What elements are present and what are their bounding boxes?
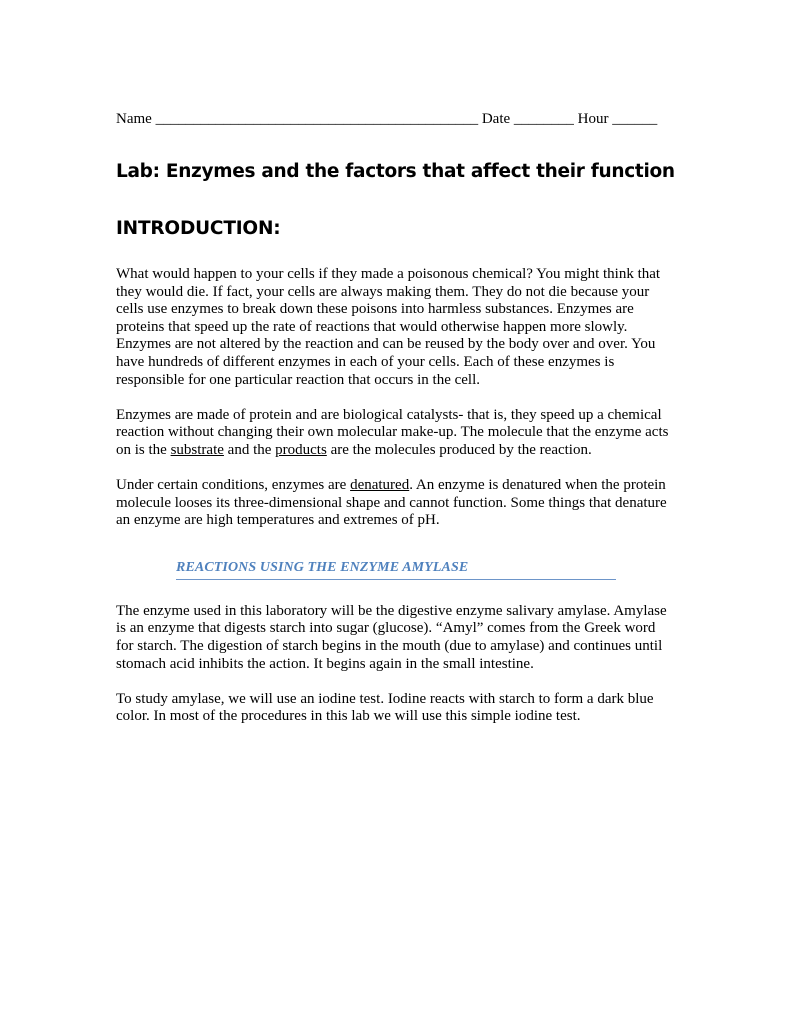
intro-paragraph-2 (116, 407, 676, 460)
introduction-heading: INTRODUCTION: (116, 218, 281, 239)
lab-title: Lab: Enzymes and the factors that affect their function (116, 161, 675, 182)
p2-text-2: and the (223, 441, 276, 458)
hour-blank: ______ (612, 111, 658, 127)
intro-paragraph-1: What would happen to your cells if they made a poisonous chemical? You might think that they would die. If fact, your cells are always making them. They do not die because your cells use enzymes to break down these poisons into harmless substances. Enzymes are proteins that speed up the rate of reactions that would otherwise happen more slowly. Enzymes are not altered by the reaction and can be reused by the body over and over. You have hundreds of different enzymes in each of your cells. Each of these enzymes is responsible for one particular reaction that occurs in the cell. (116, 266, 661, 388)
amylase-paragraph-2: To study amylase, we will use an iodine test. Iodine reacts with starch to form a dark blue color. In most of the procedures in this lab we will use this simple iodine test. (116, 690, 654, 725)
amylase-heading-text: REACTIONS USING THE ENZYME AMYLASE (176, 559, 469, 575)
amylase-paragraph-1: The enzyme used in this laboratory will be the digestive enzyme salivary amylase. Amylase is an enzyme that digests starch into sugar (glucose). “Amyl” comes from the Greek word for starch. The digestion of starch begins in the mouth (due to amylase) and continues until stomach acid inhibits the action. It begins again in the small intestine. (116, 602, 667, 672)
student-info-line (116, 108, 676, 130)
hour-label: Hour (577, 111, 609, 127)
p3-text-2: . An enzyme is denatured when the protein molecule looses its three-dimensional shape and cannot function. Some things that denature an enzyme are high temperatures and extremes of pH. (116, 476, 667, 529)
intro-paragraph-3 (116, 477, 676, 530)
denatured-term: denatured (350, 476, 410, 493)
products-term: products (275, 441, 327, 458)
p3-text-1: Under certain conditions, enzymes are (116, 476, 351, 493)
document-page (116, 108, 676, 726)
name-label: Name (116, 111, 152, 127)
p2-text-1: Enzymes are made of protein and are biological catalysts- that is, they speed up a chemical reaction without changing their own molecular make-up. The molecule that the enzyme acts on is the (116, 406, 669, 458)
date-label: Date (481, 111, 511, 127)
date-blank: ________ (513, 111, 574, 127)
p2-text-3: are the molecules produced by the reaction. (326, 441, 592, 458)
substrate-term: substrate (170, 441, 224, 458)
name-blank: ___________________________________________ (155, 111, 479, 127)
amylase-subsection-heading (176, 558, 616, 580)
